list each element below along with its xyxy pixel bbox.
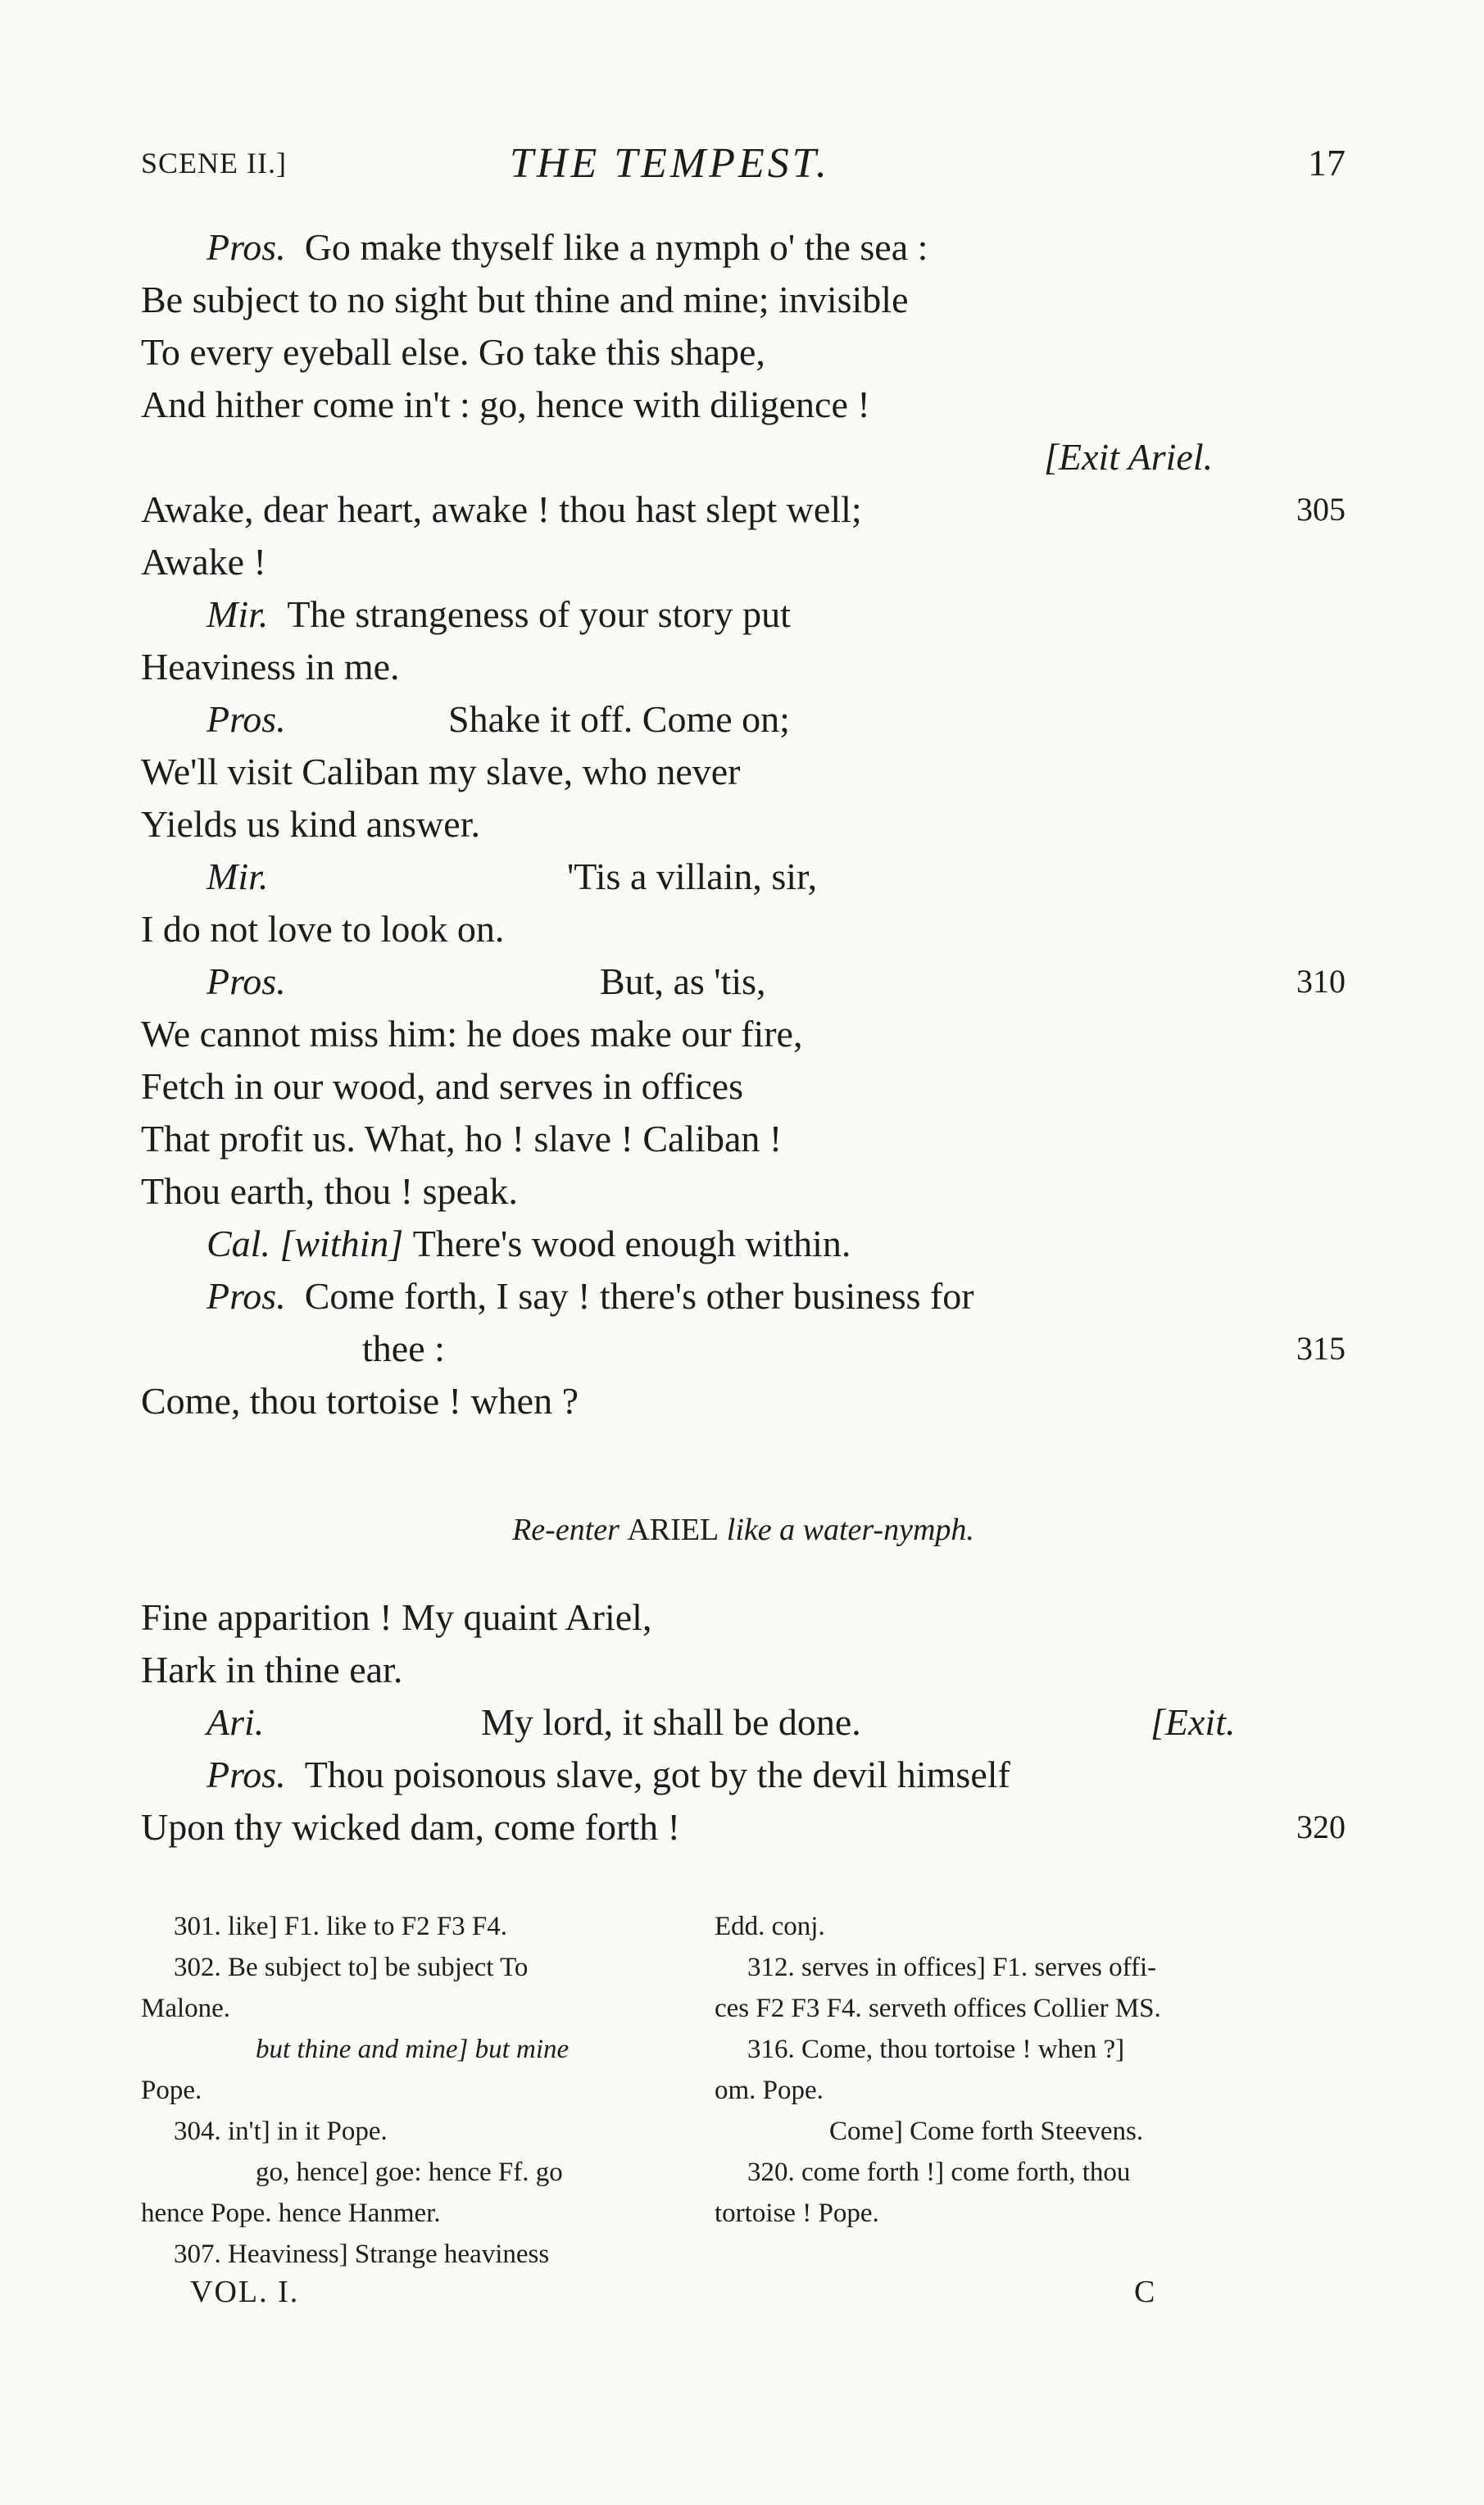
verse-line: [141, 274, 1346, 326]
note-line: hence Pope. hence Hanmer.: [141, 2199, 441, 2228]
speaker: Cal.: [206, 1223, 270, 1264]
verse-text: Be subject to no sight but thine and mine; invisible: [141, 279, 909, 320]
verse-line: [141, 1270, 1346, 1323]
verse-text: Yields us kind answer.: [141, 803, 480, 845]
verse-line: [141, 483, 1346, 536]
verse-line: [141, 536, 1346, 588]
page-footer: [141, 2274, 1346, 2323]
speaker: Mir.: [206, 593, 269, 635]
verse-text: Heaviness in me.: [141, 646, 400, 688]
note-line: om. Pope.: [715, 2076, 824, 2105]
note-line: 301. like] F1. like to F2 F3 F4.: [174, 1912, 508, 1941]
aside-direction: [within]: [279, 1223, 404, 1264]
play-text: [141, 221, 1346, 1854]
speaker: Pros.: [206, 960, 286, 1002]
exit-direction: [Exit Ariel.: [1044, 436, 1214, 478]
note-line: Malone.: [141, 1994, 231, 2023]
verse-text: The strangeness of your story put: [287, 593, 791, 635]
signature-mark: C: [1134, 2275, 1155, 2309]
page-header: [141, 139, 1346, 205]
note-line: go, hence] goe: hence Ff. go: [256, 2158, 563, 2187]
page-number: 17: [1308, 142, 1346, 184]
verse-line: [141, 1696, 1346, 1749]
verse-text: But, as 'tis,: [600, 960, 766, 1002]
speaker: Pros.: [206, 698, 286, 740]
exit-direction: [Exit.: [1150, 1701, 1236, 1743]
verse-line: [141, 1060, 1346, 1113]
note-line: Come] Come forth Steevens.: [829, 2117, 1144, 2146]
running-head-scene: SCENE II.]: [141, 147, 287, 179]
verse-line: [141, 379, 1346, 431]
running-head-title: THE TEMPEST.: [510, 140, 830, 187]
note-line: Edd. conj.: [715, 1912, 825, 1941]
verse-text: Fine apparition ! My quaint Ariel,: [141, 1596, 652, 1638]
verse-text: I do not love to look on.: [141, 908, 505, 950]
verse-text: Go make thyself like a nymph o' the sea :: [304, 226, 928, 268]
verse-text: Upon thy wicked dam, come forth !: [141, 1806, 680, 1848]
line-number: 315: [1296, 1330, 1346, 1367]
verse-line: [141, 221, 1346, 274]
verse-line: [141, 955, 1346, 1008]
stage-direction-line: [141, 431, 1346, 483]
verse-text: Come forth, I say ! there's other business for: [304, 1275, 974, 1317]
verse-line: [141, 851, 1346, 903]
note-line: 302. Be subject to] be subject To: [174, 1953, 529, 1982]
verse-line: [141, 588, 1346, 641]
verse-line: [141, 1375, 1346, 1427]
verse-text: Come, thou tortoise ! when ?: [141, 1380, 579, 1422]
note-line: 312. serves in offices] F1. serves offi-: [747, 1953, 1157, 1982]
verse-text: Fetch in our wood, and serves in offices: [141, 1065, 743, 1107]
speaker: Mir.: [206, 855, 269, 897]
verse-text: There's wood enough within.: [412, 1223, 851, 1264]
line-number: 305: [1296, 491, 1346, 528]
verse-text: Hark in thine ear.: [141, 1649, 403, 1690]
stage-direction-post: like a water-nymph.: [726, 1513, 974, 1547]
verse-text: To every eyeball else. Go take this shape,: [141, 331, 765, 373]
verse-line: [141, 1113, 1346, 1165]
verse-line: [141, 1323, 1346, 1375]
notes-column-right: [715, 1906, 1280, 2234]
verse-text: And hither come in't : go, hence with diligence !: [141, 383, 870, 425]
verse-line: [141, 1749, 1346, 1801]
verse-text: Shake it off. Come on;: [448, 698, 790, 740]
verse-line: [141, 903, 1346, 955]
verse-line: [141, 798, 1346, 851]
verse-line: [141, 1801, 1346, 1854]
verse-line: [141, 746, 1346, 798]
verse-text: 'Tis a villain, sir,: [567, 855, 818, 897]
note-line: tortoise ! Pope.: [715, 2199, 879, 2228]
verse-line: [141, 1591, 1346, 1644]
verse-line: [141, 1165, 1346, 1218]
stage-direction-pre: Re-enter: [512, 1513, 619, 1547]
verse-line: [141, 693, 1346, 746]
speaker: Pros.: [206, 1275, 286, 1317]
note-line: 320. come forth !] come forth, thou: [747, 2158, 1131, 2187]
verse-text: thee :: [362, 1327, 445, 1369]
stage-direction: [141, 1493, 1346, 1567]
speaker: Ari.: [206, 1701, 265, 1743]
verse-line: [141, 1218, 1346, 1270]
note-line: Pope.: [141, 2076, 202, 2105]
verse-text: Awake, dear heart, awake ! thou hast slept well;: [141, 488, 862, 530]
volume-label: VOL. I.: [190, 2275, 300, 2309]
verse-line: [141, 1644, 1346, 1696]
note-line: 304. in't] in it Pope.: [174, 2117, 388, 2146]
verse-line: [141, 1008, 1346, 1060]
note-line: but thine and mine] but mine: [256, 2035, 570, 2064]
notes-column-left: [141, 1906, 706, 2275]
speaker: Pros.: [206, 1754, 286, 1795]
stage-direction-name: ARIEL: [627, 1513, 719, 1547]
note-line: ces F2 F3 F4. serveth offices Collier MS.: [715, 1994, 1161, 2023]
line-number: 310: [1296, 963, 1346, 1000]
verse-text: Thou poisonous slave, got by the devil himself: [304, 1754, 1010, 1795]
line-number: 320: [1296, 1808, 1346, 1845]
verse-text: We cannot miss him: he does make our fire,: [141, 1013, 803, 1055]
verse-text: We'll visit Caliban my slave, who never: [141, 751, 741, 792]
verse-line: [141, 641, 1346, 693]
note-line: 316. Come, thou tortoise ! when ?]: [747, 2035, 1125, 2064]
verse-line: [141, 326, 1346, 379]
verse-text: That profit us. What, ho ! slave ! Caliban !: [141, 1118, 783, 1159]
verse-text: Awake !: [141, 541, 266, 583]
verse-text: My lord, it shall be done.: [481, 1701, 861, 1743]
speaker: Pros.: [206, 226, 286, 268]
verse-text: Thou earth, thou ! speak.: [141, 1170, 518, 1212]
note-line: 307. Heaviness] Strange heaviness: [174, 2240, 550, 2269]
